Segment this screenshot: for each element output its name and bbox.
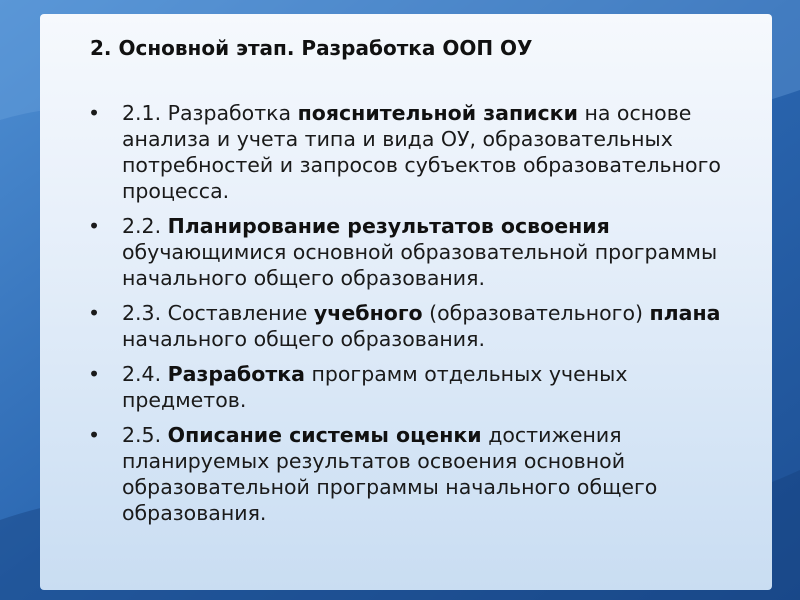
bold-text: плана (649, 301, 721, 325)
bullet-icon: • (88, 301, 101, 325)
bullet-icon: • (88, 214, 101, 238)
text-segment: достижения планируемых результатов освоения основной образовательной программы начального общего образования. (122, 423, 658, 525)
text-segment: 2.5. (122, 423, 168, 447)
bold-text: учебного (313, 301, 423, 325)
text-segment: начального общего образования. (122, 327, 485, 351)
text-segment: обучающимися основной образовательной программы начального общего образования. (122, 240, 718, 290)
bullet-icon: • (88, 362, 101, 386)
bold-text: пояснительной записки (297, 101, 578, 125)
bullet-icon: • (88, 423, 101, 447)
bullet-icon: • (88, 101, 101, 125)
bullet-item (88, 300, 738, 352)
text-segment: 2.4. (122, 362, 168, 386)
text-segment: 2.2. (122, 214, 168, 238)
bold-text: Разработка (167, 362, 305, 386)
bullet-item (88, 361, 738, 413)
bullet-list (88, 100, 738, 535)
text-segment: на основе анализа и учета типа и вида ОУ, образовательных потребностей и запросов субъектов образовательного процесса. (122, 101, 721, 203)
text-segment: (образовательного) (422, 301, 650, 325)
text-segment: 2.3. Составление (122, 301, 314, 325)
bullet-item (88, 213, 738, 291)
text-segment: программ отдельных ученых предметов. (122, 362, 628, 412)
text-segment: 2.1. Разработка (122, 101, 298, 125)
slide-title: 2. Основной этап. Разработка ООП ОУ (90, 36, 533, 60)
bold-text: Планирование результатов освоения (167, 214, 610, 238)
bullet-item (88, 100, 738, 204)
bullet-item (88, 422, 738, 526)
bold-text: Описание системы оценки (167, 423, 482, 447)
